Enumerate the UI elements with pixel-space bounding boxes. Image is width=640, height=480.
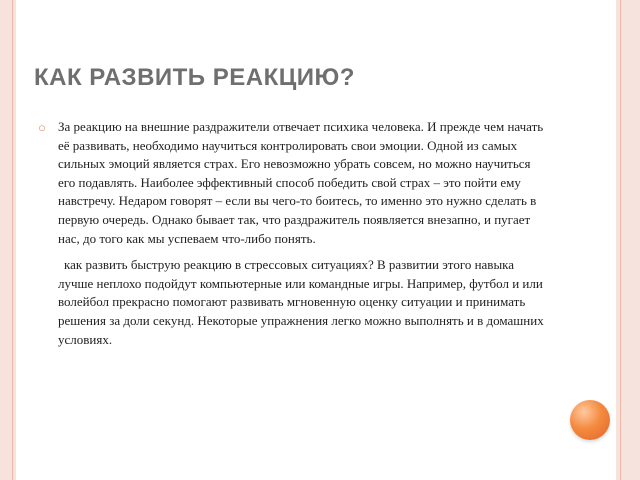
bullet-paragraph [36,118,546,248]
slide-title: КАК РАЗВИТЬ РЕАКЦИЮ? [34,64,355,91]
paragraph-text: За реакцию на внешние раздражители отвечает психика человека. И прежде чем начать её развивать, необходимо научиться контролировать свои эмоции. Одной из самых сильных эмоций является страх. Его невозможно убрать совсем, но можно научиться его подавлять. Наиболее эффективный способ победить свой страх – это пойти ему навстречу. Недаром говорят – если вы чего-то боитесь, то именно это нужно сделать в первую очередь. Однако бывает так, что раздражитель появляется внезапно, и пугает нас, до того как мы успеваем что-либо понять. [58,119,544,246]
continuation-paragraph [36,256,546,349]
bullet-icon: ○ [38,120,46,135]
left-border-line [12,0,13,480]
decorative-orange-orb-icon [570,400,610,440]
right-border-line [620,0,621,480]
slide-body [36,118,546,357]
paragraph-text: как развить быструю реакцию в стрессовых ситуациях? В развитии этого навыка лучше неплохо подойдут компьютерные или командные игры. Например, футбол и или волейбол прекрасно помогают развивать мгновенную оценку ситуации и принимать решения за доли секунд. Некоторые упражнения легко можно выполнять и в домашних условиях. [58,257,544,347]
